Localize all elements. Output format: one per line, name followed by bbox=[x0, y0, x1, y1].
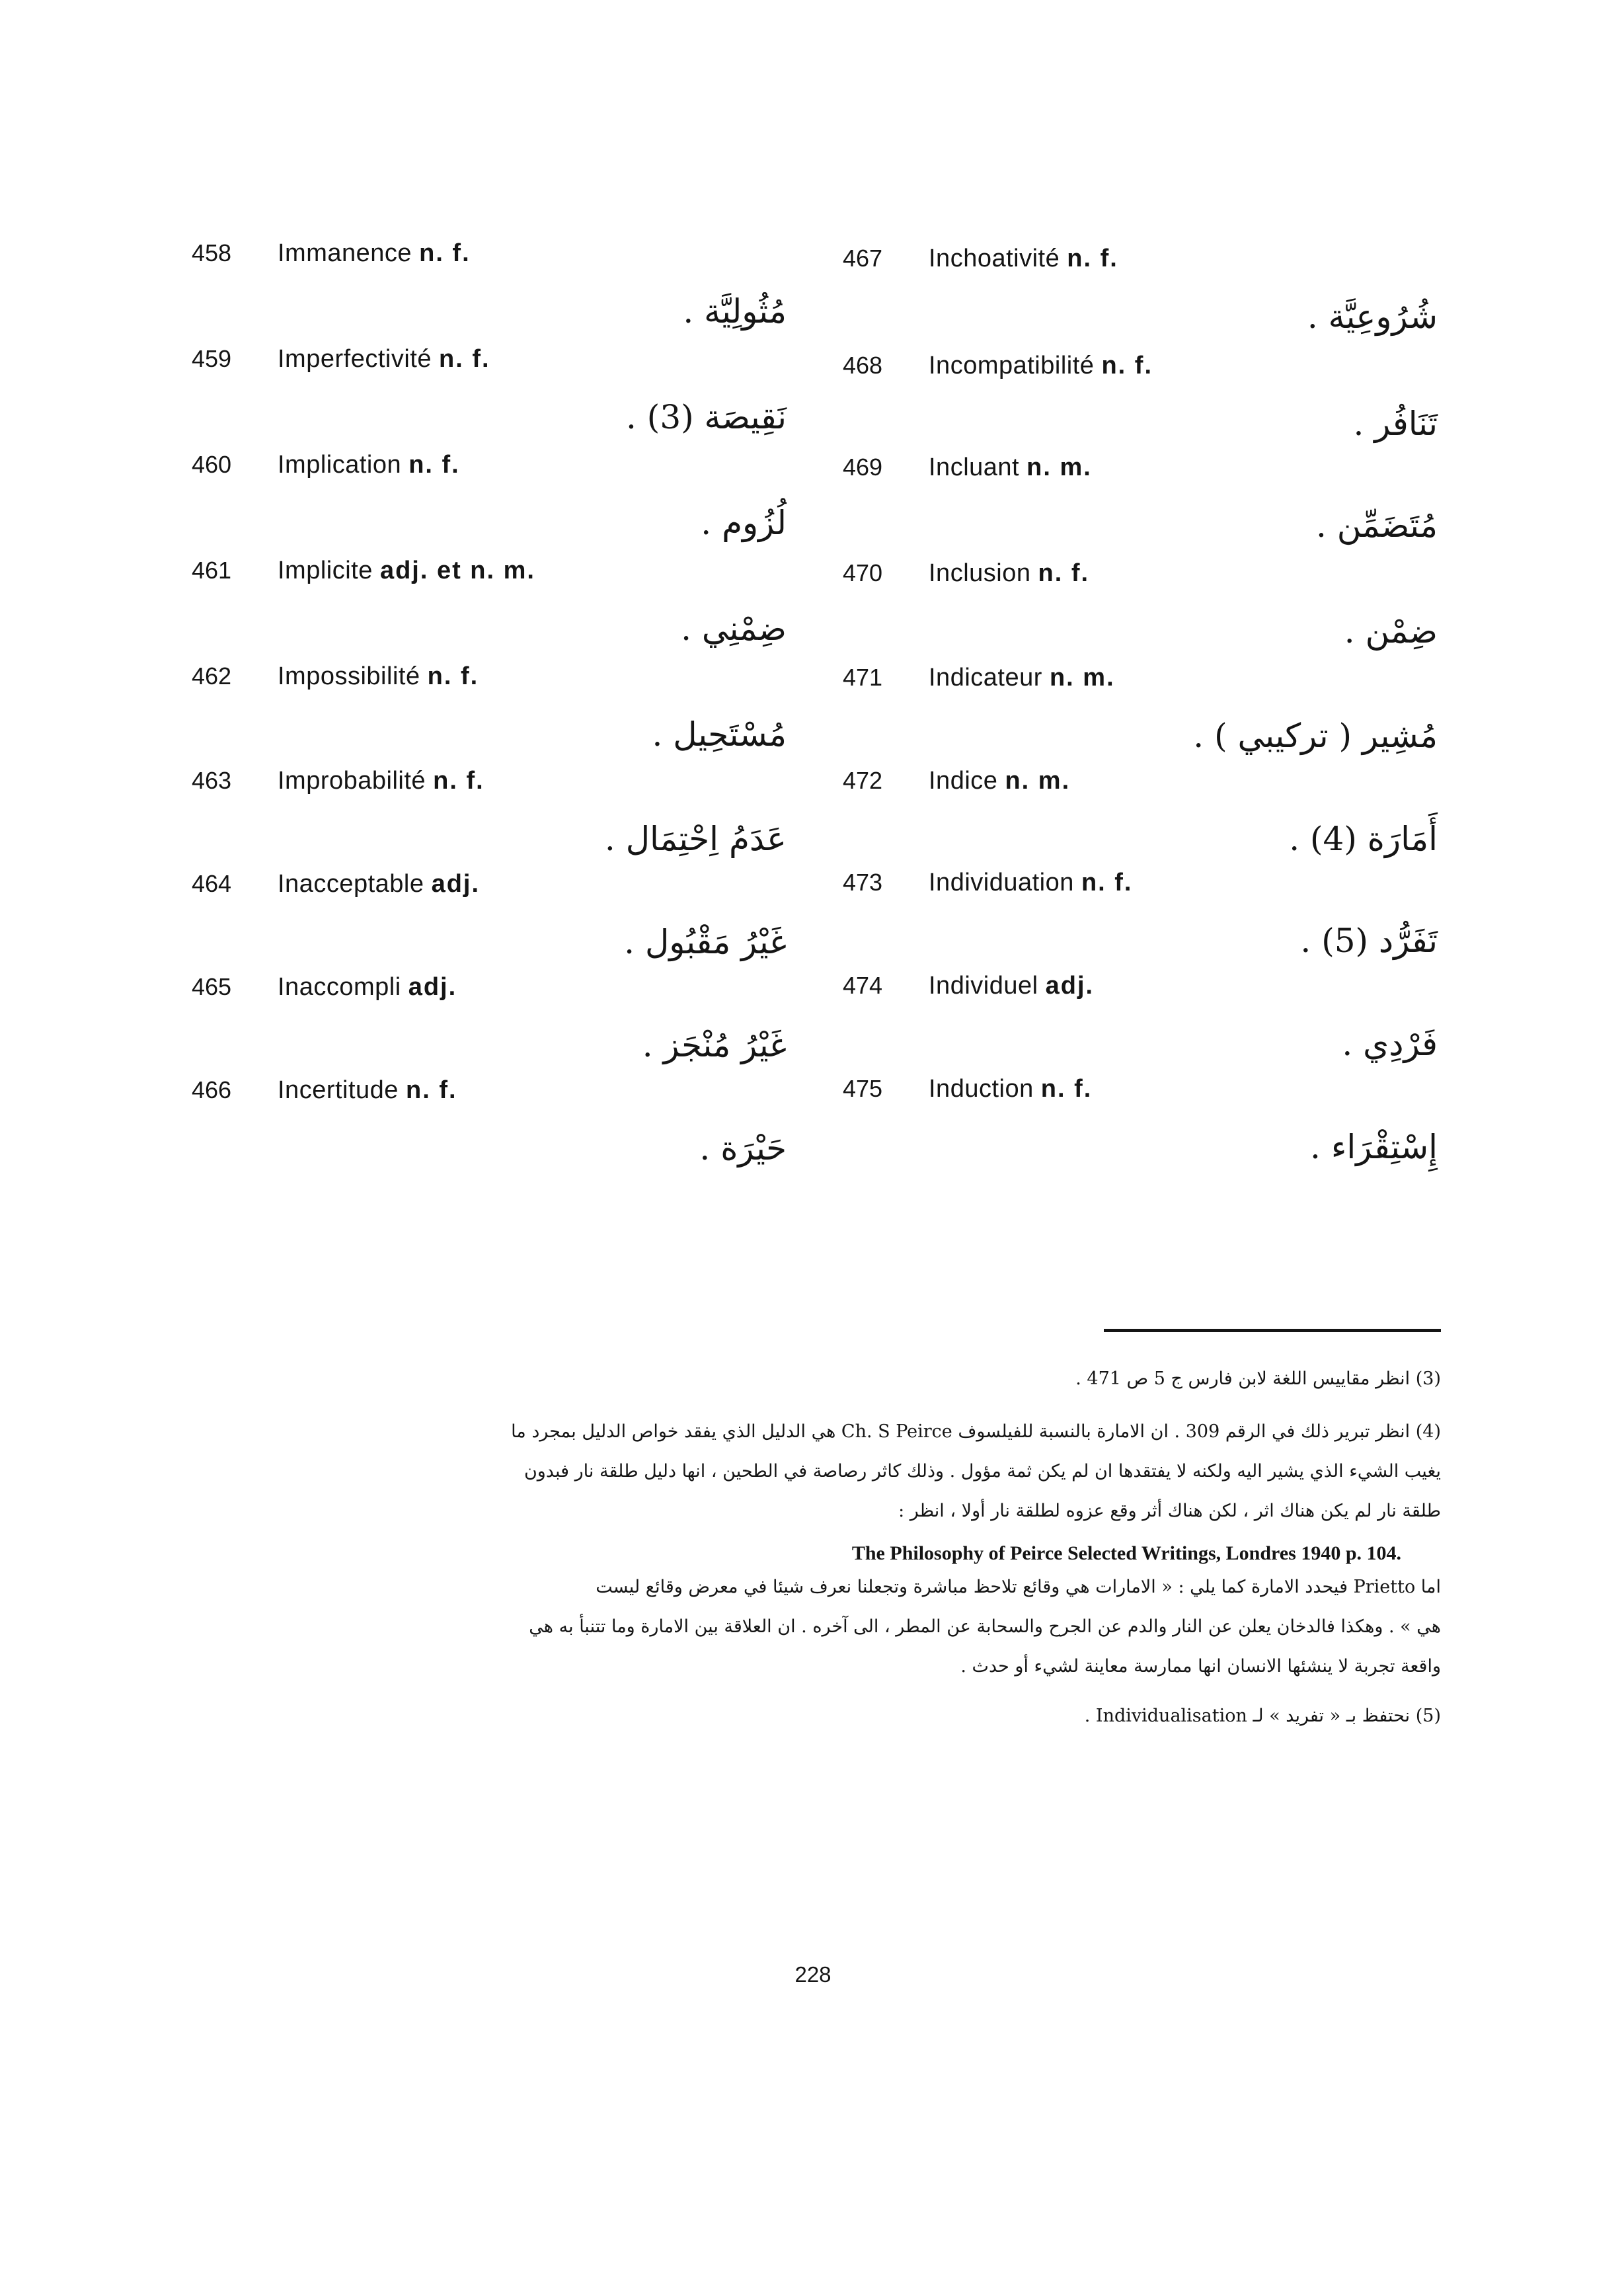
term-word: Incompatibilité bbox=[929, 352, 1095, 379]
entry-term bbox=[929, 1075, 1092, 1103]
footnote-3: (3) انظر مقاييس اللغة لابن فارس ج 5 ص 471 . bbox=[1075, 1368, 1441, 1389]
entry-arabic: نَقِيصَة (3) . bbox=[626, 398, 787, 436]
footnote-4-line-5: هي » . وهكذا فالدخان يعلن عن النار والدم عن الجرح والسحابة عن المطر ، الى آخره . ان العلاقة بين الامارة وما تتنبأ به هي bbox=[529, 1616, 1441, 1637]
term-word: Inclusion bbox=[929, 559, 1031, 587]
entry-467 bbox=[843, 245, 1438, 350]
footnote-separator bbox=[1104, 1329, 1441, 1332]
entry-458 bbox=[192, 239, 787, 345]
entry-462 bbox=[192, 662, 787, 768]
term-word: Improbabilité bbox=[278, 767, 426, 795]
term-word: Implication bbox=[278, 451, 402, 479]
entry-arabic: مُتَضَمِّن . bbox=[1316, 506, 1438, 545]
entry-term bbox=[929, 664, 1115, 692]
entry-number: 475 bbox=[843, 1075, 883, 1102]
entry-465 bbox=[192, 973, 787, 1079]
entry-arabic: ضِمْنِي . bbox=[681, 610, 787, 648]
entry-number: 467 bbox=[843, 245, 883, 272]
term-pos: adj. bbox=[431, 870, 481, 898]
term-pos: n. m. bbox=[1026, 454, 1092, 481]
term-pos: adj. et n. m. bbox=[379, 557, 535, 584]
term-word: Incertitude bbox=[278, 1076, 399, 1104]
footnote-4-reference: The Philosophy of Peirce Selected Writings, Londres 1940 p. 104. bbox=[851, 1542, 1401, 1564]
footnote-4-line-6: واقعة تجربة لا ينشئها الانسان انها ممارسة معاينة لشيء أو حدث . bbox=[960, 1656, 1441, 1677]
entry-number: 466 bbox=[192, 1076, 232, 1103]
entry-arabic: حَيْرَة . bbox=[699, 1129, 787, 1168]
term-word: Inaccompli bbox=[278, 973, 401, 1001]
entry-term bbox=[278, 345, 490, 374]
entry-number: 469 bbox=[843, 454, 883, 481]
entry-term bbox=[929, 454, 1092, 482]
entry-term bbox=[278, 557, 535, 585]
term-pos: n. f. bbox=[419, 239, 471, 267]
term-word: Inchoativité bbox=[929, 245, 1060, 272]
term-word: Immanence bbox=[278, 239, 412, 267]
entry-473 bbox=[843, 869, 1438, 974]
term-pos: adj. bbox=[408, 973, 457, 1001]
entry-term bbox=[278, 767, 484, 795]
entry-term bbox=[278, 870, 480, 898]
entry-470 bbox=[843, 559, 1438, 665]
page-number: 228 bbox=[794, 1962, 831, 1987]
entry-number: 462 bbox=[192, 662, 232, 690]
entry-number: 472 bbox=[843, 767, 883, 794]
entry-460 bbox=[192, 451, 787, 557]
entry-term bbox=[278, 1076, 457, 1105]
entry-463 bbox=[192, 767, 787, 873]
entry-arabic: عَدَمُ اِحْتِمَال . bbox=[604, 820, 787, 858]
entry-466 bbox=[192, 1076, 787, 1182]
entry-472 bbox=[843, 767, 1438, 873]
term-pos: n. f. bbox=[1040, 1075, 1093, 1103]
entry-461 bbox=[192, 557, 787, 662]
term-word: Induction bbox=[929, 1075, 1034, 1103]
entry-464 bbox=[192, 870, 787, 976]
entry-number: 473 bbox=[843, 869, 883, 896]
entry-arabic: تَنَافُر . bbox=[1353, 405, 1438, 443]
footnote-4-line-1: (4) انظر تبرير ذلك في الرقم 309 . ان الامارة بالنسبة للفيلسوف Ch. S Peirce هي الدليل الذي يفقد خواص الدليل بمجرد ما bbox=[511, 1421, 1441, 1442]
term-word: Implicite bbox=[278, 557, 373, 584]
entry-459 bbox=[192, 345, 787, 451]
term-word: Incluant bbox=[929, 454, 1020, 481]
term-word: Imperfectivité bbox=[278, 345, 432, 373]
entry-arabic: غَيْرُ مَقْبُول . bbox=[624, 923, 787, 961]
term-pos: n. f. bbox=[1081, 869, 1133, 896]
term-pos: n. f. bbox=[1038, 559, 1090, 587]
entry-475 bbox=[843, 1075, 1438, 1181]
entry-number: 471 bbox=[843, 664, 883, 691]
entry-term bbox=[278, 973, 457, 1002]
entry-number: 464 bbox=[192, 870, 232, 897]
footnote-4-line-2: يغيب الشيء الذي يشير اليه ولكنه لا يفتقدها ان لم يكن ثمة مؤول . وذلك كاثر رصاصة في الطحين ، انها دليل طلقة نار فبدون bbox=[523, 1461, 1441, 1482]
entry-arabic: لُزُوم . bbox=[701, 504, 787, 542]
entry-arabic: غَيْرُ مُنْجَز . bbox=[642, 1026, 787, 1064]
term-pos: n. f. bbox=[406, 1076, 457, 1104]
term-word: Impossibilité bbox=[278, 662, 420, 690]
entry-term bbox=[929, 559, 1089, 588]
entry-arabic: أَمَارَة (4) . bbox=[1289, 820, 1438, 858]
entry-number: 463 bbox=[192, 767, 232, 794]
entry-term bbox=[929, 245, 1118, 273]
term-pos: n. f. bbox=[433, 767, 484, 795]
term-word: Individuation bbox=[929, 869, 1074, 896]
entry-arabic: مُشِير ( تركيبي ) . bbox=[1193, 717, 1438, 755]
footnote-4-line-4: اما Prietto فيحدد الامارة كما يلي : « الامارات هي وقائع تلاحظ مباشرة وتجعلنا نعرف شيئا في معرض وقائع ليست bbox=[596, 1577, 1441, 1597]
entry-471 bbox=[843, 664, 1438, 770]
entry-number: 460 bbox=[192, 451, 232, 478]
entry-arabic: ضِمْن . bbox=[1344, 612, 1438, 651]
entry-term bbox=[929, 972, 1094, 1000]
entry-arabic: تَفَرُّد (5) . bbox=[1300, 922, 1438, 960]
entry-number: 468 bbox=[843, 352, 883, 379]
entry-arabic: شُرُوعِيَّة . bbox=[1307, 297, 1438, 336]
term-pos: n. f. bbox=[439, 345, 490, 373]
entry-469 bbox=[843, 454, 1438, 559]
term-word: Indicateur bbox=[929, 664, 1042, 692]
entry-number: 470 bbox=[843, 559, 883, 586]
entry-arabic: مُسْتَحِيل . bbox=[652, 715, 787, 754]
term-pos: adj. bbox=[1045, 972, 1095, 1000]
entry-468 bbox=[843, 352, 1438, 457]
entry-number: 461 bbox=[192, 557, 232, 584]
term-pos: n. m. bbox=[1049, 664, 1115, 692]
term-word: Inacceptable bbox=[278, 870, 424, 898]
entry-term bbox=[278, 239, 471, 268]
entry-term bbox=[929, 869, 1133, 897]
entry-term bbox=[929, 352, 1153, 380]
entry-number: 474 bbox=[843, 972, 883, 999]
entry-term bbox=[278, 451, 460, 479]
entry-arabic: إِسْتِقْرَاء . bbox=[1310, 1128, 1438, 1166]
term-word: Indice bbox=[929, 767, 998, 795]
term-word: Individuel bbox=[929, 972, 1038, 1000]
entry-arabic: مُثُولِيَّة . bbox=[683, 292, 787, 331]
term-pos: n. f. bbox=[408, 451, 460, 479]
term-pos: n. f. bbox=[1067, 245, 1118, 272]
entry-arabic: فَرْدِي . bbox=[1342, 1025, 1438, 1063]
footnote-5: (5) نحتفظ بـ « تفريد » لـ Individualisation . bbox=[1084, 1706, 1441, 1726]
term-pos: n. f. bbox=[427, 662, 479, 690]
entry-number: 459 bbox=[192, 345, 232, 372]
term-pos: n. f. bbox=[1101, 352, 1153, 379]
entry-number: 458 bbox=[192, 239, 232, 266]
footnote-4-line-3: طلقة نار لم يكن هناك اثر ، لكن هناك أثر وقع عزوه لطلقة نار أولا ، انظر : bbox=[898, 1501, 1441, 1521]
entry-number: 465 bbox=[192, 973, 232, 1000]
entry-term bbox=[929, 767, 1070, 795]
term-pos: n. m. bbox=[1005, 767, 1071, 795]
entry-term bbox=[278, 662, 479, 691]
entry-474 bbox=[843, 972, 1438, 1078]
